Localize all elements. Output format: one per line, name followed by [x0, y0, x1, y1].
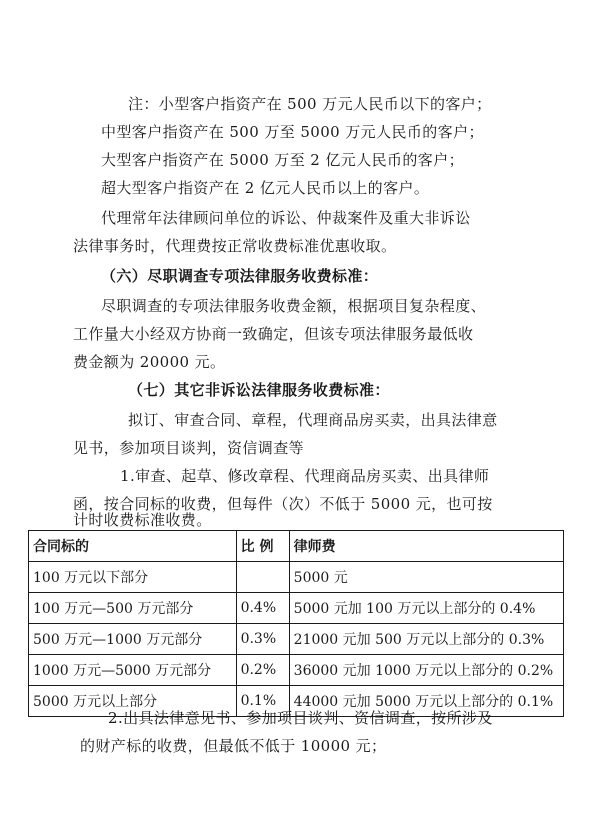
- cell-ratio: 0.2%: [236, 655, 289, 686]
- table-row: [29, 593, 564, 624]
- header-ratio: 比 例: [236, 531, 289, 562]
- item-2-line-2: 的财产标的收费，但最低不低于 10000 元；: [80, 737, 387, 755]
- section-heading-7: （七）其它非诉讼法律服务收费标准：: [128, 381, 390, 399]
- item-2-line-1: 2.出具法律意见书、参加项目谈判、资信调查，按所涉及: [108, 709, 493, 727]
- cell-subject: 1000 万元—5000 万元部分: [29, 655, 237, 686]
- note-line-1: 注：小型客户指资产在 500 万元人民币以下的客户；: [128, 95, 492, 113]
- due-diligence-line-1: 尽职调查的专项法律服务收费金额，根据项目复杂程度、: [101, 297, 487, 315]
- item-1-line-3: 计时收费标准收费。: [73, 511, 212, 529]
- header-contract-subject: 合同标的: [29, 531, 237, 562]
- cell-subject: 500 万元—1000 万元部分: [29, 624, 237, 655]
- fee-table: [28, 530, 564, 717]
- cell-ratio: 0.1%: [236, 686, 289, 717]
- cell-subject: 100 万元以下部分: [29, 562, 237, 593]
- item-1-line-2: 函，按合同标的收费，但每件（次）不低于 5000 元，也可按: [73, 495, 493, 513]
- header-lawyer-fee: 律师费: [289, 531, 563, 562]
- note-line-4: 超大型客户指资产在 2 亿元人民币以上的客户。: [101, 179, 430, 197]
- due-diligence-line-3: 费金额为 20000 元。: [73, 353, 226, 371]
- other-services-line-1: 拟订、审查合同、章程，代理商品房买卖，出具法律意: [128, 411, 498, 429]
- cell-fee: 44000 元加 5000 万元以上部分的 0.1%: [289, 686, 563, 717]
- advisor-line-1: 代理常年法律顾问单位的诉讼、仲裁案件及重大非诉讼: [101, 209, 471, 227]
- cell-subject: 5000 万元以上部分: [29, 686, 237, 717]
- cell-subject: 100 万元—500 万元部分: [29, 593, 237, 624]
- cell-ratio: [236, 562, 289, 593]
- item-1-line-1: 1.审查、起草、修改章程、代理商品房买卖、出具律师: [120, 467, 490, 485]
- cell-fee: 5000 元加 100 万元以上部分的 0.4%: [289, 593, 563, 624]
- advisor-line-2: 法律事务时，代理费按正常收费标准优惠收取。: [73, 237, 397, 255]
- note-line-3: 大型客户指资产在 5000 万至 2 亿元人民币的客户；: [101, 151, 464, 169]
- table-row: [29, 624, 564, 655]
- table-row: [29, 655, 564, 686]
- cell-fee: 36000 元加 1000 万元以上部分的 0.2%: [289, 655, 563, 686]
- table-row: [29, 562, 564, 593]
- fee-table-header-row: [29, 531, 564, 562]
- cell-ratio: 0.3%: [236, 624, 289, 655]
- cell-fee: 21000 元加 500 万元以上部分的 0.3%: [289, 624, 563, 655]
- cell-fee: 5000 元: [289, 562, 563, 593]
- other-services-line-2: 见书，参加项目谈判，资信调查等: [73, 439, 305, 457]
- note-line-2: 中型客户指资产在 500 万至 5000 万元人民币的客户；: [101, 123, 484, 141]
- section-heading-6: （六）尽职调查专项法律服务收费标准：: [101, 267, 379, 285]
- cell-ratio: 0.4%: [236, 593, 289, 624]
- due-diligence-line-2: 工作量大小经双方协商一致确定，但该专项法律服务最低收: [73, 325, 474, 343]
